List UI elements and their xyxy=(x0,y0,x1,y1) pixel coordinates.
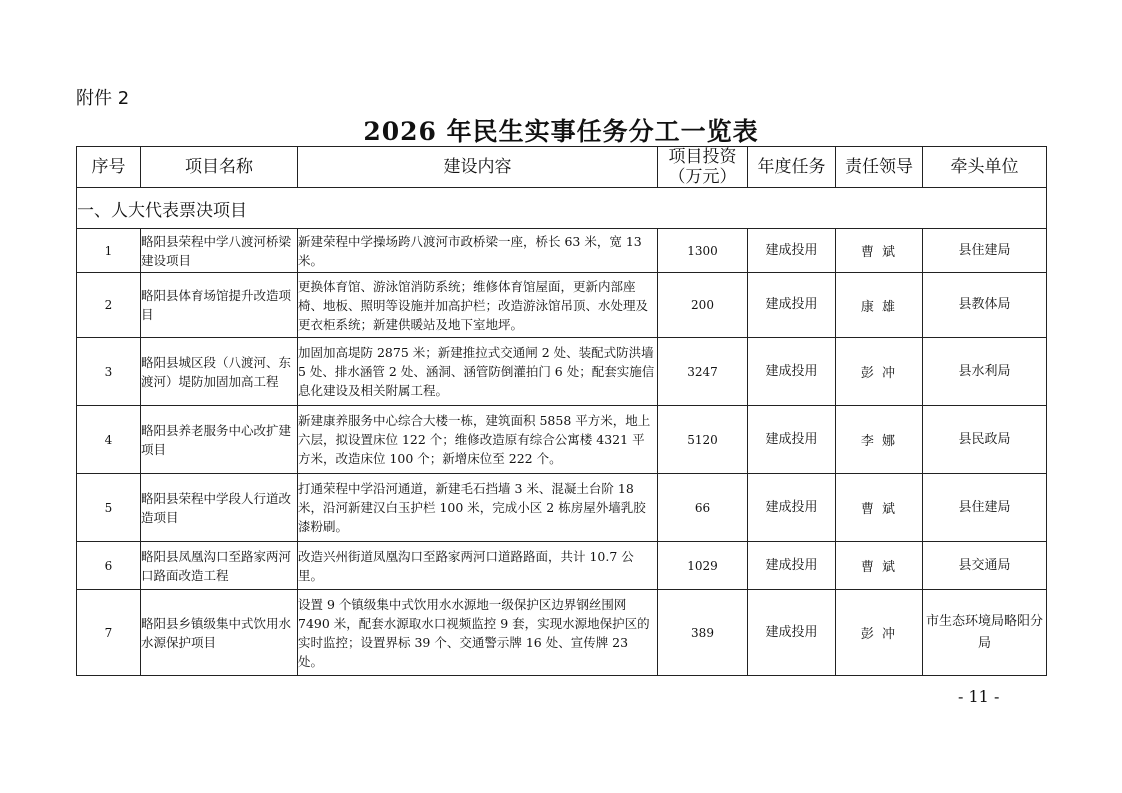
row-investment: 5120 xyxy=(658,406,748,474)
row-task: 建成投用 xyxy=(748,273,836,338)
row-name: 略阳县凤凰沟口至路家两河口路面改造工程 xyxy=(141,542,298,590)
row-task: 建成投用 xyxy=(748,542,836,590)
row-investment: 3247 xyxy=(658,338,748,406)
table-row xyxy=(77,273,1047,338)
header-name: 项目名称 xyxy=(141,147,298,188)
table-row xyxy=(77,474,1047,542)
table-row xyxy=(77,590,1047,676)
row-task: 建成投用 xyxy=(748,229,836,273)
row-unit: 县教体局 xyxy=(923,273,1047,338)
row-name: 略阳县乡镇级集中式饮用水水源保护项目 xyxy=(141,590,298,676)
row-leader: 彭 冲 xyxy=(836,338,923,406)
section-row xyxy=(77,188,1047,229)
row-leader: 康 雄 xyxy=(836,273,923,338)
row-unit: 县住建局 xyxy=(923,229,1047,273)
header-no: 序号 xyxy=(77,147,141,188)
row-no: 3 xyxy=(77,338,141,406)
row-name: 略阳县体育场馆提升改造项目 xyxy=(141,273,298,338)
row-investment: 1029 xyxy=(658,542,748,590)
row-investment: 66 xyxy=(658,474,748,542)
row-unit: 市生态环境局略阳分局 xyxy=(923,590,1047,676)
header-content: 建设内容 xyxy=(298,147,658,188)
row-leader: 曹 斌 xyxy=(836,474,923,542)
row-unit: 县水利局 xyxy=(923,338,1047,406)
header-task: 年度任务 xyxy=(748,147,836,188)
row-task: 建成投用 xyxy=(748,474,836,542)
row-leader: 曹 斌 xyxy=(836,229,923,273)
row-unit: 县住建局 xyxy=(923,474,1047,542)
attachment-label: 附件 2 xyxy=(76,88,130,109)
row-content: 设置 9 个镇级集中式饮用水水源地一级保护区边界钢丝围网 7490 米，配套水源取水口视频监控 9 套，实现水源地保护区的实时监控；设置界标 39 个、交通警示牌 16 处、宣传牌 23 处。 xyxy=(298,590,658,676)
row-investment: 1300 xyxy=(658,229,748,273)
table-row xyxy=(77,229,1047,273)
row-unit: 县民政局 xyxy=(923,406,1047,474)
row-task: 建成投用 xyxy=(748,590,836,676)
table-row xyxy=(77,406,1047,474)
row-no: 2 xyxy=(77,273,141,338)
row-no: 1 xyxy=(77,229,141,273)
row-task: 建成投用 xyxy=(748,406,836,474)
header-leader: 责任领导 xyxy=(836,147,923,188)
row-leader: 曹 斌 xyxy=(836,542,923,590)
row-leader: 彭 冲 xyxy=(836,590,923,676)
row-name: 略阳县荣程中学段人行道改造项目 xyxy=(141,474,298,542)
row-no: 6 xyxy=(77,542,141,590)
section-title: 一、人大代表票决项目 xyxy=(77,188,1047,229)
header-row xyxy=(77,147,1047,188)
row-investment: 389 xyxy=(658,590,748,676)
row-unit: 县交通局 xyxy=(923,542,1047,590)
row-content: 加固加高堤防 2875 米；新建推拉式交通闸 2 处、装配式防洪墙 5 处、排水涵管 2 处、涵洞、涵管防倒灌拍门 6 处；配套实施信息化建设及相关附属工程。 xyxy=(298,338,658,406)
row-task: 建成投用 xyxy=(748,338,836,406)
header-unit: 牵头单位 xyxy=(923,147,1047,188)
row-no: 7 xyxy=(77,590,141,676)
row-no: 4 xyxy=(77,406,141,474)
row-investment: 200 xyxy=(658,273,748,338)
table-row xyxy=(77,338,1047,406)
row-name: 略阳县荣程中学八渡河桥梁建设项目 xyxy=(141,229,298,273)
row-name: 略阳县养老服务中心改扩建项目 xyxy=(141,406,298,474)
table-row xyxy=(77,542,1047,590)
row-content: 改造兴州街道凤凰沟口至路家两河口道路路面，共计 10.7 公里。 xyxy=(298,542,658,590)
header-investment: 项目投资（万元） xyxy=(658,147,748,188)
task-table xyxy=(76,146,1047,676)
row-leader: 李 娜 xyxy=(836,406,923,474)
row-no: 5 xyxy=(77,474,141,542)
row-content: 新建康养服务中心综合大楼一栋，建筑面积 5858 平方米，地上六层，拟设置床位 122 个；维修改造原有综合公寓楼 4321 平方米，改造床位 100 个；新增床位至 222 个。 xyxy=(298,406,658,474)
row-content: 打通荣程中学沿河通道，新建毛石挡墙 3 米、混凝土台阶 18 米，沿河新建汉白玉护栏 100 米，完成小区 2 栋房屋外墙乳胶漆粉刷。 xyxy=(298,474,658,542)
row-name: 略阳县城区段（八渡河、东渡河）堤防加固加高工程 xyxy=(141,338,298,406)
page-number: - 11 - xyxy=(958,687,1000,706)
row-content: 新建荣程中学操场跨八渡河市政桥梁一座，桥长 63 米，宽 13 米。 xyxy=(298,229,658,273)
page-title: 2026 年民生实事任务分工一览表 xyxy=(363,117,759,146)
row-content: 更换体育馆、游泳馆消防系统；维修体育馆屋面，更新内部座椅、地板、照明等设施并加高护栏；改造游泳馆吊顶、水处理及更衣柜系统；新建供暖站及地下室地坪。 xyxy=(298,273,658,338)
